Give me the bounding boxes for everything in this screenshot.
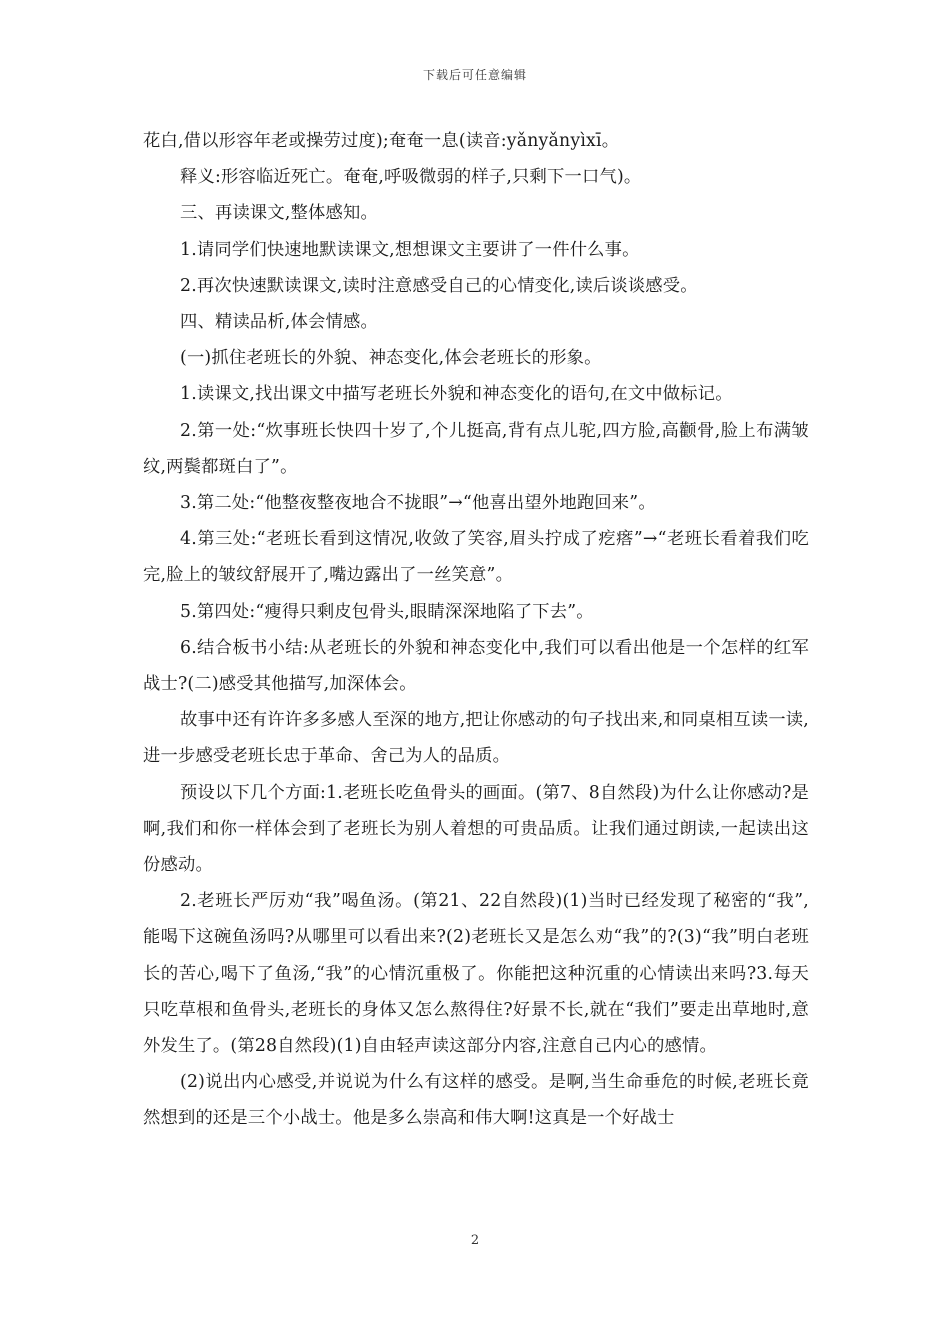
paragraph: (2)说出内心感受,并说说为什么有这样的感受。是啊,当生命垂危的时候,老班长竟然想到的还是三个小战士。他是多么崇高和伟大啊!这真是一个好战士 [143, 1072, 809, 1129]
paragraph: 5.第四处:“瘦得只剩皮包骨头,眼睛深深地陷了下去”。 [180, 601, 594, 622]
paragraph: (一)抓住老班长的外貌、神态变化,体会老班长的形象。 [180, 348, 602, 369]
paragraph: 四、精读品析,体会情感。 [180, 312, 378, 333]
paragraph: 1.读课文,找出课文中描写老班长外貌和神态变化的语句,在文中做标记。 [180, 384, 733, 405]
paragraph: 2.第一处:“炊事班长快四十岁了,个儿挺高,背有点儿驼,四方脸,高颧骨,脸上布满皱纹,两鬓都斑白了”。 [143, 420, 809, 477]
paragraph: 3.第二处:“他整夜整夜地合不拢眼”→“他喜出望外地跑回来”。 [180, 493, 656, 514]
paragraph: 预设以下几个方面:1.老班长吃鱼骨头的画面。(第7、8自然段)为什么让你感动?是啊,我们和你一样体会到了老班长为别人着想的可贵品质。让我们通过朗读,一起读出这份感动。 [143, 782, 809, 876]
document-body [143, 123, 809, 1137]
paragraph: 释义:形容临近死亡。奄奄,呼吸微弱的样子,只剩下一口气)。 [180, 167, 642, 188]
paragraph: 6.结合板书小结:从老班长的外貌和神态变化中,我们可以看出他是一个怎样的红军战士?(二)感受其他描写,加深体会。 [143, 637, 809, 695]
paragraph: 1.请同学们快速地默读课文,想想课文主要讲了一件什么事。 [180, 239, 640, 260]
paragraph: 花白,借以形容年老或操劳过度);奄奄一息(读音:yǎnyǎnyìxī。 [143, 131, 620, 151]
paragraph: 故事中还有许许多多感人至深的地方,把让你感动的句子找出来,和同桌相互读一读,进一步感受老班长忠于革命、舍己为人的品质。 [143, 710, 809, 767]
paragraph: 4.第三处:“老班长看到这情况,收敛了笑容,眉头拧成了疙瘩”→“老班长看着我们吃完,脸上的皱纹舒展开了,嘴边露出了一丝笑意”。 [143, 529, 809, 586]
paragraph: 2.老班长严厉劝“我”喝鱼汤。(第21、22自然段)(1)当时已经发现了秘密的“我”,能喝下这碗鱼汤吗?从哪里可以看出来?(2)老班长又是怎么劝“我”的?(3)“我”明白老班长的苦心,喝下了鱼汤,“我”的心情沉重极了。你能把这种沉重的心情读出来吗?3.每天只吃草根和鱼骨头,老班长的身体又怎么熬得住?好景不长,就在“我们”要走出草地时,意外发生了。(第28自然段)(1)自由轻声读这部分内容,注意自己内心的感情。 [143, 891, 809, 1057]
page-header: 下载后可任意编辑 [422, 68, 527, 82]
paragraph: 三、再读课文,整体感知。 [180, 203, 378, 224]
paragraph: 2.再次快速默读课文,读时注意感受自己的心情变化,读后谈谈感受。 [180, 275, 698, 296]
page-number: 2 [470, 1233, 480, 1248]
